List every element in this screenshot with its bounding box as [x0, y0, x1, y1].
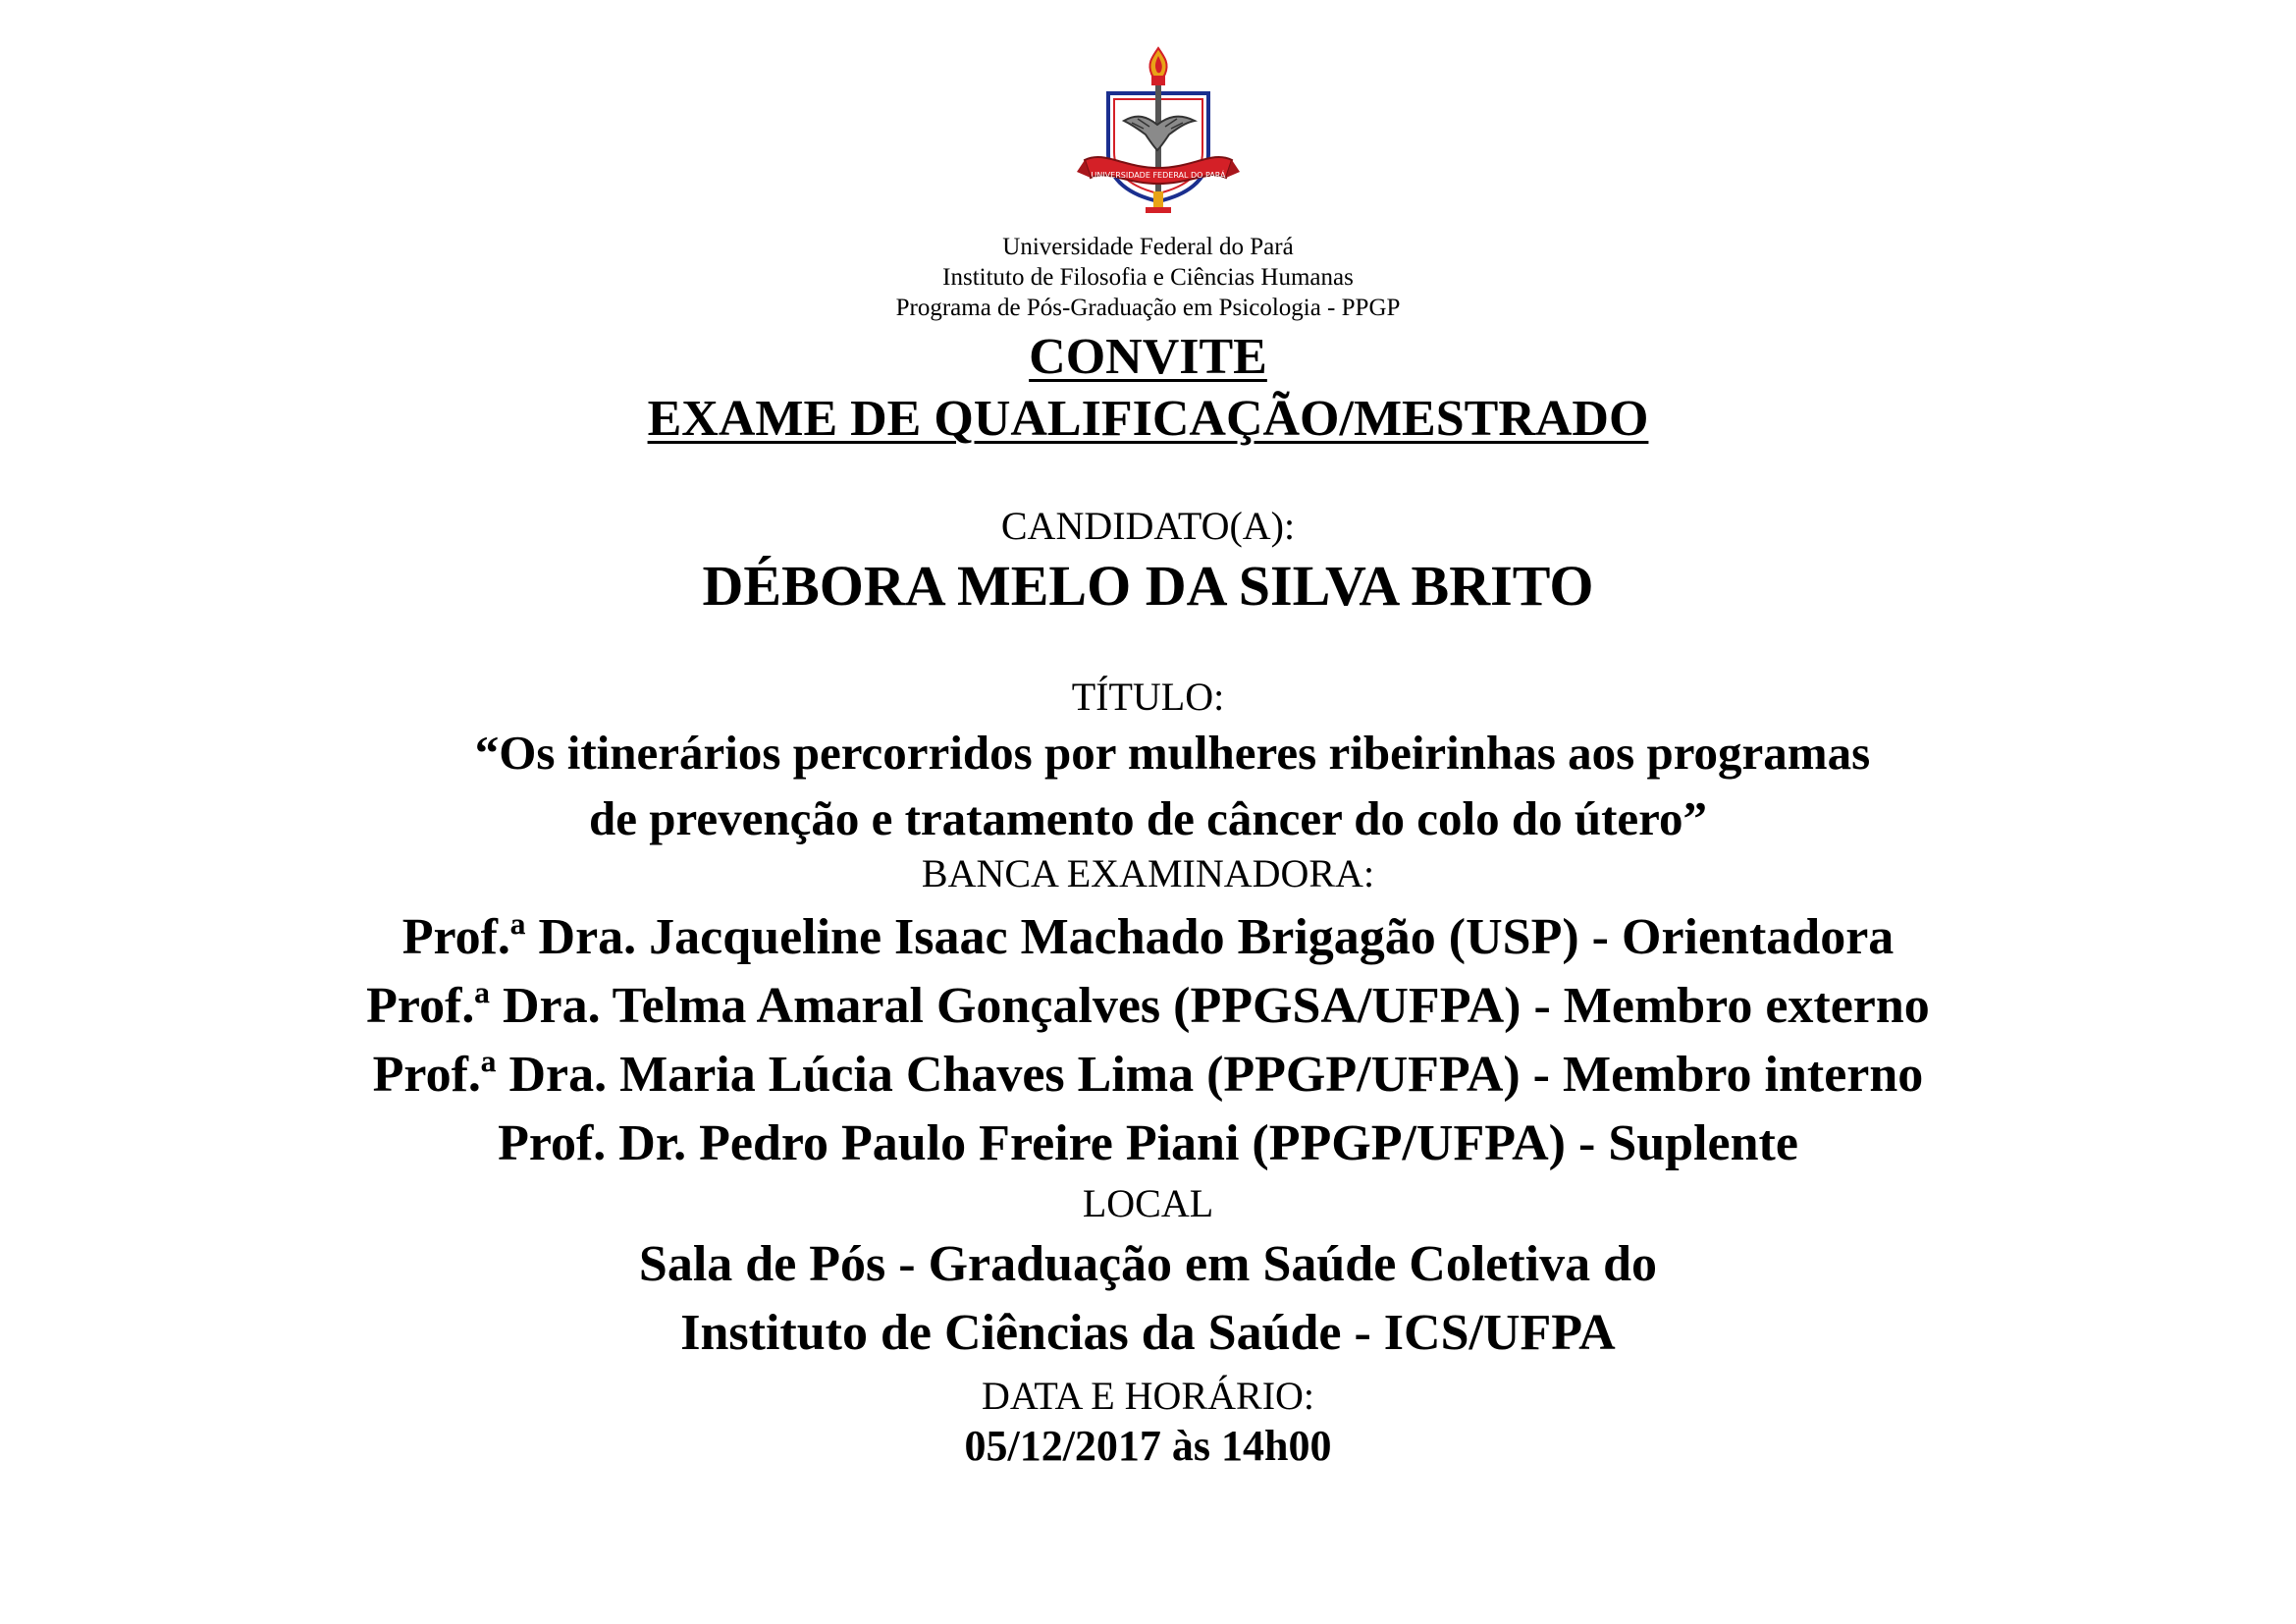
- university-name: Universidade Federal do Pará: [1002, 234, 1294, 260]
- invite-title: CONVITE: [1029, 329, 1267, 385]
- logo-banner-text: UNIVERSIDADE FEDERAL DO PARÁ: [1091, 171, 1226, 180]
- location-line-2: Instituto de Ciências da Saúde - ICS/UFPA: [680, 1305, 1616, 1361]
- schedule-label: DATA E HORÁRIO:: [981, 1374, 1315, 1418]
- invite-subtitle: EXAME DE QUALIFICAÇÃO/MESTRADO: [647, 391, 1649, 447]
- thesis-title-line-2: de prevenção e tratamento de câncer do colo do útero”: [588, 791, 1708, 845]
- location-label: LOCAL: [1082, 1181, 1214, 1225]
- candidate-name: DÉBORA MELO DA SILVA BRITO: [702, 554, 1594, 618]
- committee-member: Prof.ª Dra. Telma Amaral Gonçalves (PPGSA/UFPA) - Membro externo: [366, 978, 1930, 1034]
- university-logo-icon: [1075, 44, 1242, 216]
- committee-member: Prof.ª Dra. Maria Lúcia Chaves Lima (PPGP/UFPA) - Membro interno: [372, 1047, 1924, 1103]
- schedule-value: 05/12/2017 às 14h00: [964, 1422, 1332, 1470]
- institute-name: Instituto de Filosofia e Ciências Humanas: [942, 264, 1354, 291]
- location-line-1: Sala de Pós - Graduação em Saúde Coletiva do: [638, 1236, 1658, 1292]
- committee-member: Prof. Dr. Pedro Paulo Freire Piani (PPGP/UFPA) - Suplente: [498, 1115, 1798, 1171]
- candidate-label: CANDIDATO(A):: [1000, 504, 1296, 548]
- program-name: Programa de Pós-Graduação em Psicologia - PPGP: [895, 295, 1401, 321]
- thesis-title-line-1: “Os itinerários percorridos por mulheres ribeirinhas aos programas: [474, 726, 1871, 780]
- committee-member: Prof.ª Dra. Jacqueline Isaac Machado Brigagão (USP) - Orientadora: [401, 909, 1895, 965]
- thesis-label: TÍTULO:: [1071, 675, 1225, 719]
- committee-label: BANCA EXAMINADORA:: [921, 851, 1375, 895]
